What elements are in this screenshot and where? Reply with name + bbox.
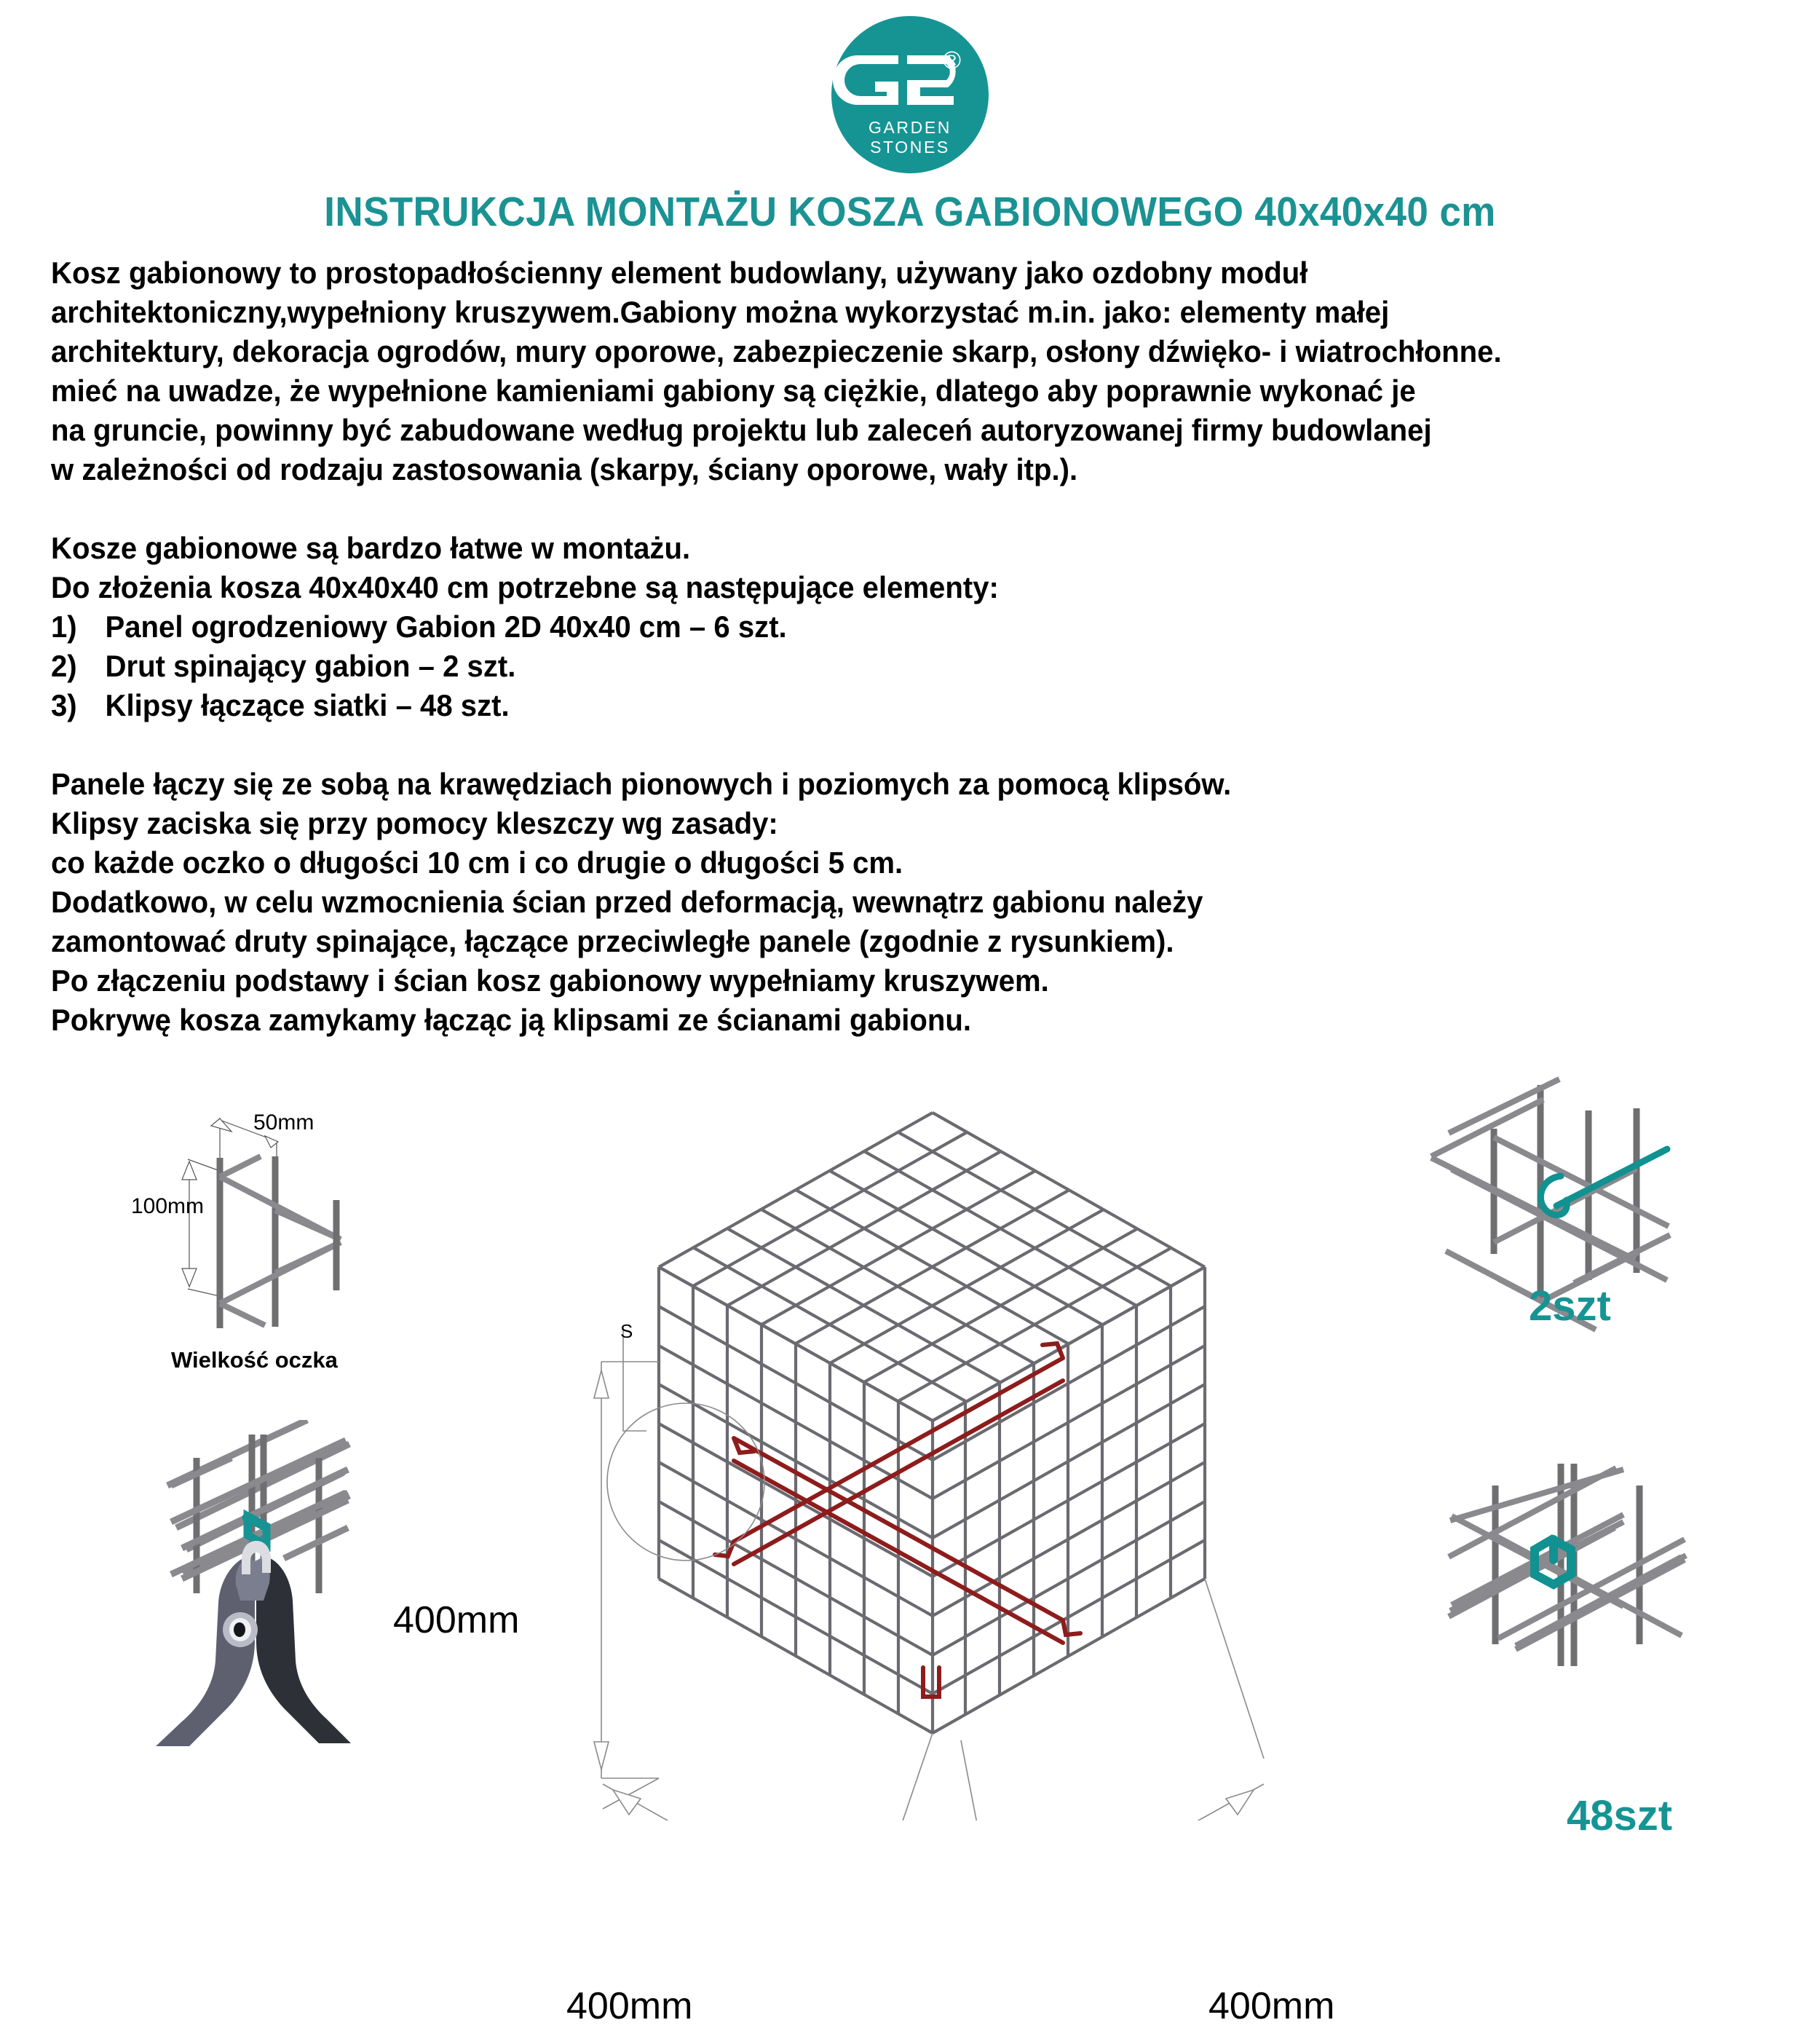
- paragraph-line: architektoniczny,wypełniony kruszywem.Gabiony można wykorzystać m.in. jako: elementy małej: [51, 295, 1390, 329]
- list-item-number: 2): [51, 649, 77, 683]
- clips-quantity: 48szt: [1567, 1792, 1673, 1839]
- binding-wire-quantity: 2szt: [1529, 1282, 1611, 1330]
- mesh-height-dimension: 100mm: [131, 1194, 205, 1218]
- spacer: [51, 489, 1720, 529]
- paragraph-line: Klipsy zaciska się przy pomocy kleszczy wg zasady:: [51, 806, 778, 840]
- cube-right-dimension: 400mm: [1208, 1985, 1335, 2027]
- list-item-label: Klipsy łączące siatki – 48 szt.: [105, 688, 510, 722]
- instructions-body: [51, 253, 1798, 1040]
- paragraph-line: zamontować druty spinające, łączące przeciwległe panele (zgodnie z rysunkiem).: [51, 924, 1174, 958]
- list-item-label: Drut spinający gabion – 2 szt.: [105, 649, 516, 683]
- list-item-number: 3): [51, 688, 77, 722]
- paragraph-line: mieć na uwadze, że wypełnione kamieniami gabiony są ciężkie, dlatego aby poprawnie wykonać je: [51, 374, 1416, 408]
- gs-monogram-icon: [831, 47, 989, 115]
- binding-wire-diagram: [1405, 1070, 1784, 1376]
- figure-area: [0, 1056, 1820, 2027]
- clips-diagram: [1405, 1464, 1784, 1755]
- paragraph-line: Kosz gabionowy to prostopadłościenny element budowlany, używany jako ozdobny moduł: [51, 256, 1308, 290]
- cube-detail-label: S: [620, 1320, 633, 1342]
- cube-height-dimension: 400mm: [393, 1599, 520, 1641]
- tie-wire-icon: [1540, 1149, 1667, 1215]
- spacer: [51, 725, 1720, 765]
- registered-mark-icon: ®: [942, 47, 961, 74]
- list-item: [51, 607, 1720, 647]
- paragraph-line: Panele łączy się ze sobą na krawędziach pionowych i poziomych za pomocą klipsów.: [51, 767, 1232, 801]
- list-item-label: Panel ogrodzeniowy Gabion 2D 40x40 cm – 6 szt.: [105, 609, 787, 644]
- list-item: [51, 686, 1720, 725]
- list-item-number: 1): [51, 609, 77, 644]
- paragraph-line: Po złączeniu podstawy i ścian kosz gabionowy wypełniamy kruszywem.: [51, 963, 1049, 998]
- paragraph-line: na gruncie, powinny być zabudowane według projektu lub zaleceń autoryzowanej firmy budowlanej: [51, 413, 1432, 447]
- paragraph-line: architektury, dekoracja ogrodów, mury oporowe, zabezpieczenie skarp, osłony dźwięko- i wiatrochłonne.: [51, 334, 1502, 368]
- gabion-cube-diagram: [510, 1056, 1310, 1820]
- left-depth-dimension-line: [603, 1733, 933, 1820]
- mesh-size-caption: Wielkość oczka: [171, 1347, 338, 1373]
- paragraph-line: w zależności od rodzaju zastosowania (skarpy, ściany oporowe, wały itp.).: [51, 452, 1078, 486]
- paragraph-line: Kosze gabionowe są bardzo łatwe w montażu.: [51, 531, 691, 565]
- paragraph-line: Do złożenia kosza 40x40x40 cm potrzebne są następujące elementy:: [51, 570, 999, 604]
- paragraph-line: co każde oczko o długości 10 cm i co drugie o długości 5 cm.: [51, 845, 903, 880]
- logo-brand-text: GARDEN STONES: [868, 118, 951, 157]
- mesh-width-dimension: 50mm: [253, 1110, 314, 1135]
- list-item: [51, 647, 1720, 686]
- page-title: INSTRUKCJA MONTAŻU KOSZA GABIONOWEGO 40x40x40 cm: [324, 189, 1496, 235]
- paragraph-line: Pokrywę kosza zamykamy łącząc ją klipsami ze ścianami gabionu.: [51, 1003, 972, 1037]
- paragraph-line: Dodatkowo, w celu wzmocnienia ścian przed deformacją, wewnątrz gabionu należy: [51, 885, 1203, 919]
- pliers-clip-diagram: [138, 1420, 430, 1806]
- garden-stones-logo: [831, 16, 989, 173]
- cube-left-dimension: 400mm: [566, 1985, 693, 2027]
